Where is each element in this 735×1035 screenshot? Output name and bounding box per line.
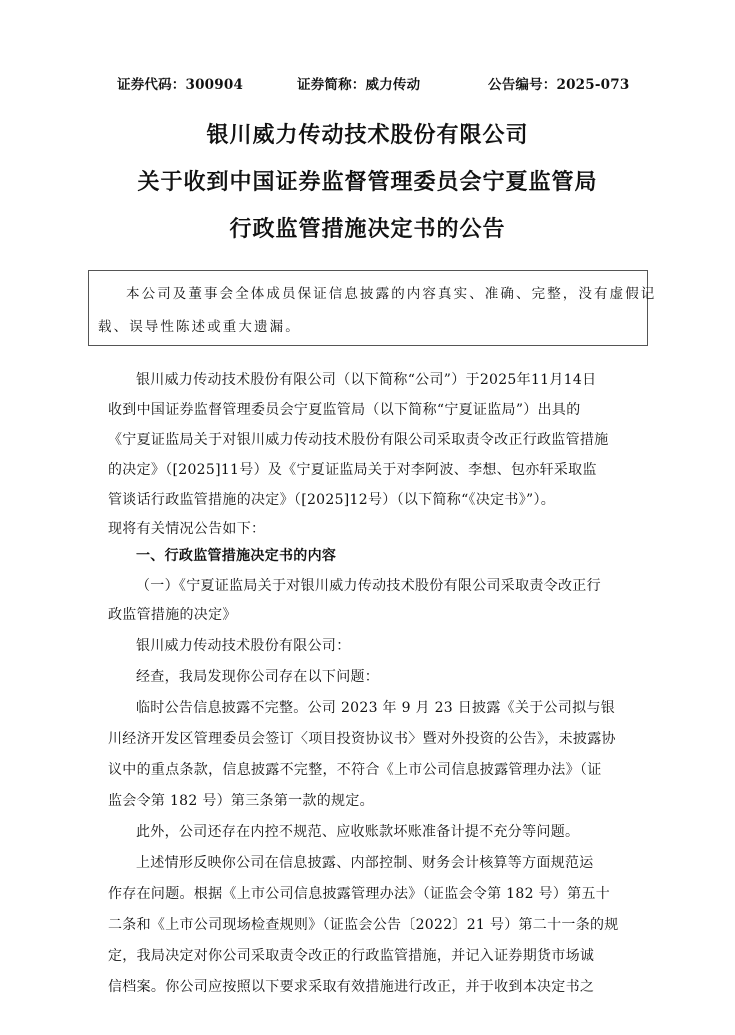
body-line: 川经济开发区管理委员会签订〈项目投资协议书〉暨对外投资的公告》，未披露协 — [108, 731, 616, 747]
body-line: 管谈话行政监管措施的决定》（[2025]12号）（以下简称“《决定书》”）。 — [108, 492, 556, 508]
body-line: 的决定》（[2025]11号）及《宁夏证监局关于对李阿波、李想、包亦轩采取监 — [108, 462, 597, 478]
disclaimer-line-2: 载、误导性陈述或重大遗漏。 — [98, 319, 301, 335]
body-line: 现将有关情况公告如下： — [108, 521, 266, 537]
disclaimer-line-1: 本公司及董事会全体成员保证信息披露的内容真实、准确、完整，没有虚假记 — [126, 286, 657, 302]
notice-title-line-2: 行政监管措施决定书的公告 — [229, 216, 506, 242]
body-line: 议中的重点条款，信息披露不完整，不符合《上市公司信息披露管理办法》（证 — [108, 762, 602, 778]
securities-short-name: 证券简称：威力传动 — [297, 77, 421, 93]
body-line: 收到中国证券监督管理委员会宁夏监管局（以下简称“宁夏证监局”）出具的 — [108, 402, 581, 418]
section-heading: 一、行政监管措施决定书的内容 — [136, 548, 337, 564]
body-line: 二条和《上市公司现场检查规则》（证监会公告〔2022〕21 号）第二十一条的规 — [108, 917, 619, 933]
body-line: 银川威力传动技术股份有限公司（以下简称“公司”）于2025年11月14日 — [136, 372, 597, 388]
body-line: 监会令第 182 号）第三条第一款的规定。 — [108, 793, 374, 809]
body-line: 临时公告信息披露不完整。公司 2023 年 9 月 23 日披露《关于公司拟与银 — [136, 700, 616, 716]
body-line: 上述情形反映你公司在信息披露、内部控制、财务会计核算等方面规范运 — [136, 855, 594, 871]
securities-code: 证券代码：300904 — [117, 77, 244, 93]
body-line: 政监管措施的决定》 — [108, 607, 237, 623]
body-line: 《宁夏证监局关于对银川威力传动技术股份有限公司采取责令改正行政监管措施 — [108, 432, 609, 448]
body-line: 信档案。你公司应按照以下要求采取有效措施进行改正，并于收到本决定书之 — [108, 979, 595, 995]
notice-number: 公告编号：2025-073 — [488, 77, 630, 93]
body-line: 此外，公司还存在内控不规范、应收账款坏账准备计提不充分等问题。 — [136, 824, 580, 840]
body-line: （一）《宁夏证监局关于对银川威力传动技术股份有限公司采取责令改正行 — [136, 578, 601, 594]
company-title: 银川威力传动技术股份有限公司 — [206, 122, 529, 148]
notice-title-line-1: 关于收到中国证券监督管理委员会宁夏监管局 — [137, 169, 598, 195]
disclaimer-box — [88, 270, 657, 346]
body-line: 定，我局决定对你公司采取责令改正的行政监管措施，并记入证券期货市场诚 — [108, 948, 595, 964]
body-line: 经查，我局发现你公司存在以下问题： — [136, 669, 380, 685]
body-line: 作存在问题。根据《上市公司信息披露管理办法》（证监会令第 182 号）第五十 — [108, 886, 611, 902]
body-line: 银川威力传动技术股份有限公司： — [136, 638, 351, 654]
